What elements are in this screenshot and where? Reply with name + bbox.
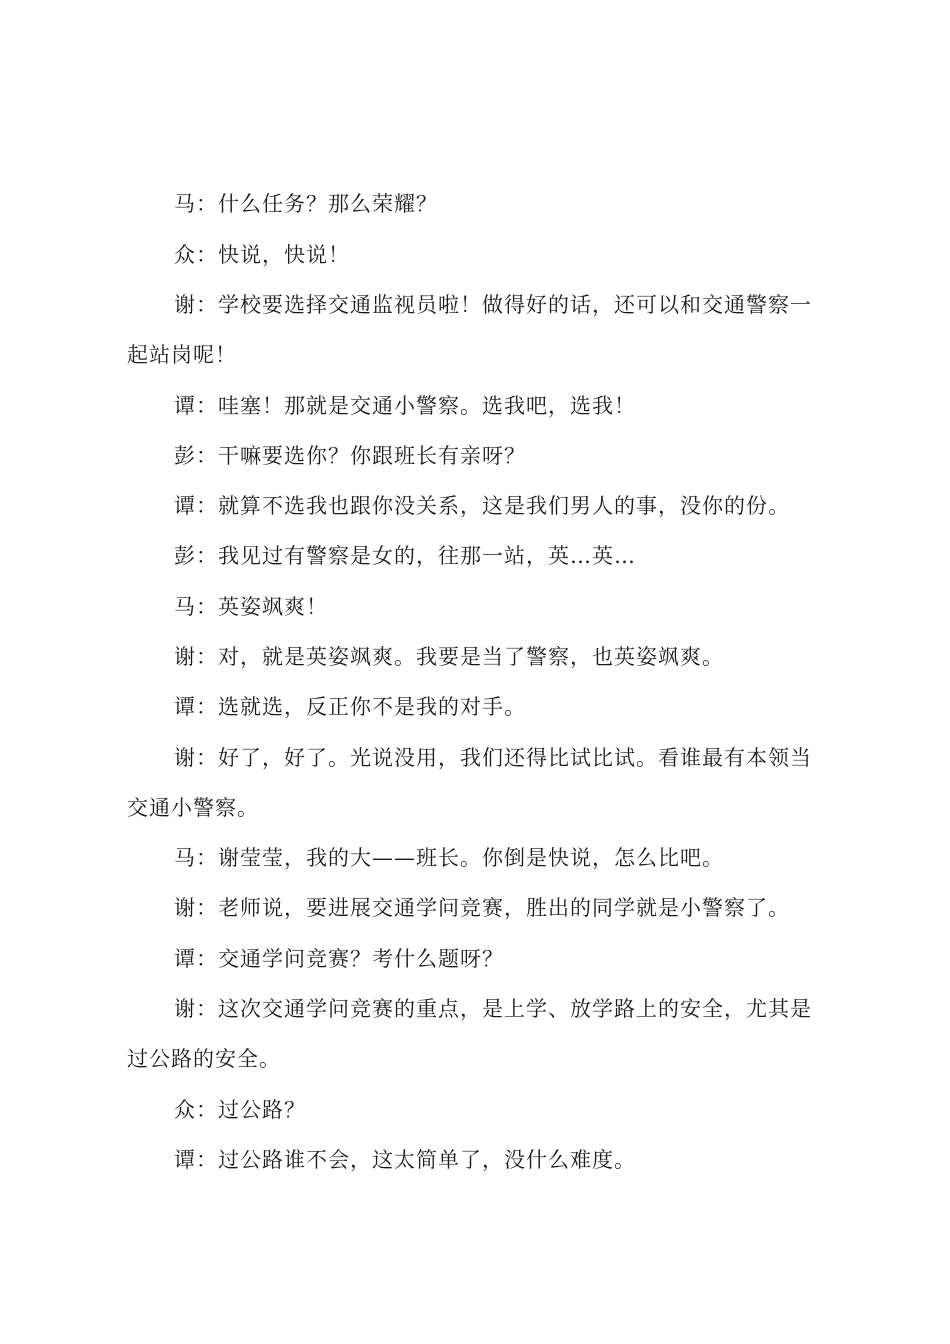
dialogue-line: 谢：这次交通学问竞赛的重点，是上学、放学路上的安全，尤其是 — [174, 997, 812, 1021]
dialogue-line-continued: 起站岗呢！ — [127, 343, 237, 367]
dialogue-line: 彭：干嘛要选你？你跟班长有亲呀？ — [174, 444, 526, 468]
dialogue-line: 谢：好了，好了。光说没用，我们还得比试比试。看谁最有本领当 — [174, 746, 812, 770]
dialogue-line: 彭：我见过有警察是女的，往那一站，英…英… — [174, 544, 636, 568]
dialogue-line: 马：谢莹莹，我的大——班长。你倒是快说，怎么比吧。 — [174, 846, 724, 870]
dialogue-line: 谭：过公路谁不会，这太简单了，没什么难度。 — [174, 1148, 636, 1172]
dialogue-line: 谭：哇塞！那就是交通小警察。选我吧，选我！ — [174, 394, 636, 418]
dialogue-line: 谢：对，就是英姿飒爽。我要是当了警察，也英姿飒爽。 — [174, 645, 724, 669]
dialogue-line: 众：过公路？ — [174, 1098, 306, 1122]
dialogue-line-continued: 过公路的安全。 — [127, 1047, 281, 1071]
dialogue-line: 众：快说，快说！ — [174, 243, 350, 267]
dialogue-line: 谭：就算不选我也跟你没关系，这是我们男人的事，没你的份。 — [174, 494, 790, 518]
dialogue-line: 谢：老师说，要进展交通学问竞赛，胜出的同学就是小警察了。 — [174, 896, 790, 920]
dialogue-line: 马：英姿飒爽！ — [174, 595, 328, 619]
dialogue-line: 谭：交通学问竞赛？考什么题呀？ — [174, 947, 504, 971]
dialogue-line: 马：什么任务？那么荣耀？ — [174, 192, 438, 216]
dialogue-line: 谭：选就选，反正你不是我的对手。 — [174, 695, 526, 719]
dialogue-line-continued: 交通小警察。 — [127, 796, 259, 820]
dialogue-line: 谢：学校要选择交通监视员啦！做得好的话，还可以和交通警察一 — [174, 293, 812, 317]
